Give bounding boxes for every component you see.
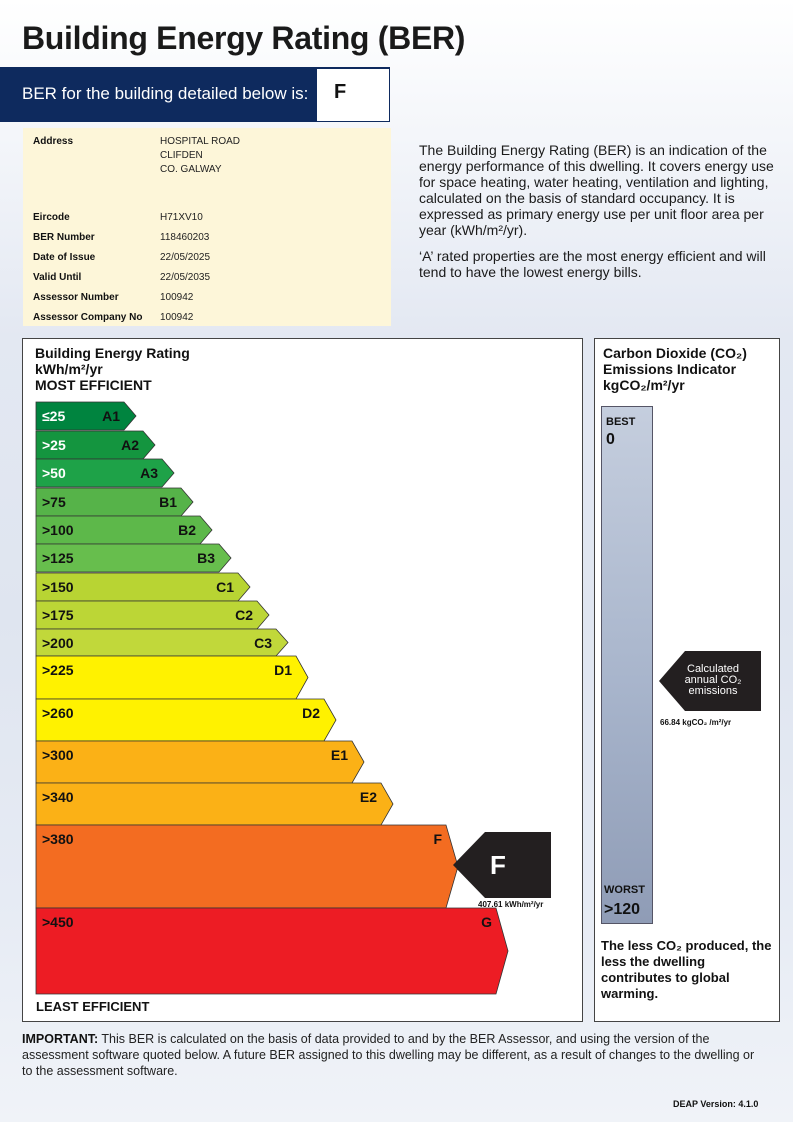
- valid-until-label: Valid Until: [33, 272, 82, 283]
- energy-band-label-g: G: [481, 914, 492, 930]
- important-text: This BER is calculated on the basis of data provided to and by the BER Assessor, and using the version of the assessment software quoted below. A future BER assigned to this dwelling may be different, as a result of changes to the dwelling or to the assessment software.: [22, 1032, 755, 1078]
- energy-band-e1: [36, 741, 364, 783]
- energy-band-label-e1: E1: [330, 747, 348, 763]
- current-rating-value: 407.61 kWh/m²/yr: [478, 900, 544, 909]
- energy-band-label-b3: B3: [197, 550, 215, 566]
- ber-explanation-paragraph-2: ‘A’ rated properties are the most energy efficient and will tend to have the lowest energy bills.: [419, 248, 766, 280]
- co2-indicator-value: 66.84 kgCO₂ /m²/yr: [660, 718, 732, 727]
- energy-band-label-a1: A1: [102, 408, 120, 424]
- energy-band-label-f: F: [433, 831, 442, 847]
- energy-band-label-d1: D1: [274, 662, 292, 678]
- energy-band-g: [36, 908, 508, 994]
- energy-band-range-b1: >75: [42, 494, 66, 510]
- energy-band-range-e1: >300: [42, 747, 74, 763]
- energy-scale-unit: kWh/m²/yr: [35, 361, 103, 377]
- page-title: Building Energy Rating (BER): [22, 20, 466, 56]
- energy-band-label-b2: B2: [178, 522, 196, 538]
- ber-explanation-paragraph-1: The Building Energy Rating (BER) is an indication of the energy performance of this dwelling. It covers energy use for space heating, water heating, ventilation and lighting, calculated on the basis of standard occupancy. It is expressed as primary energy use per unit floor area per year (kWh/m²/yr).: [419, 142, 774, 238]
- energy-band-label-e2: E2: [359, 789, 377, 805]
- assessor-company-value: 100942: [160, 312, 194, 323]
- assessor-company-label: Assessor Company No: [33, 312, 143, 323]
- energy-band-range-f: >380: [42, 831, 74, 847]
- co2-header: [603, 345, 773, 393]
- least-efficient-label: LEAST EFFICIENT: [36, 999, 150, 1014]
- co2-worst-value: >120: [604, 901, 641, 918]
- energy-band-d1: [36, 656, 308, 699]
- co2-unit: kgCO₂/m²/yr: [603, 377, 685, 393]
- energy-band-label-a2: A2: [121, 437, 139, 453]
- ber-number-value: 118460203: [160, 232, 210, 243]
- current-rating-letter: F: [490, 850, 506, 880]
- ber-result-letter: F: [334, 81, 347, 103]
- energy-band-range-e2: >340: [42, 789, 74, 805]
- energy-band-label-d2: D2: [302, 705, 320, 721]
- energy-band-range-a3: >50: [42, 465, 66, 481]
- co2-indicator-label: Calculated annual CO₂ emissions: [684, 663, 742, 697]
- valid-until-value: 22/05/2035: [160, 272, 211, 283]
- ber-result-label: BER for the building detailed below is:: [22, 84, 309, 103]
- energy-band-range-b2: >100: [42, 522, 74, 538]
- energy-band-f: [36, 825, 458, 908]
- energy-band-range-c2: >175: [42, 607, 74, 623]
- eircode-value: H71XV10: [160, 212, 203, 223]
- address-line-3: CO. GALWAY: [160, 164, 222, 175]
- energy-band-label-c1: C1: [216, 579, 234, 595]
- assessor-number-value: 100942: [160, 292, 194, 303]
- address-label: Address: [33, 136, 74, 147]
- energy-scale-title: Building Energy Rating: [35, 345, 190, 361]
- important-notice: [22, 1031, 762, 1079]
- energy-band-c3: [36, 629, 288, 656]
- energy-band-range-b3: >125: [42, 550, 74, 566]
- address-line-1: HOSPITAL ROAD: [160, 136, 241, 147]
- deap-version: DEAP Version: 4.1.0: [673, 1099, 759, 1109]
- co2-best-value: 0: [606, 431, 615, 448]
- energy-band-range-a1: ≤25: [42, 408, 66, 424]
- address-line-2: CLIFDEN: [160, 150, 203, 161]
- assessor-number-label: Assessor Number: [33, 292, 119, 303]
- co2-worst-label: WORST: [604, 884, 645, 896]
- energy-band-label-c3: C3: [254, 635, 272, 651]
- energy-band-range-a2: >25: [42, 437, 66, 453]
- energy-band-label-c2: C2: [235, 607, 253, 623]
- energy-band-d2: [36, 699, 336, 741]
- energy-band-label-a3: A3: [140, 465, 158, 481]
- important-lead: IMPORTANT:: [22, 1032, 99, 1046]
- most-efficient-label: MOST EFFICIENT: [35, 377, 152, 393]
- energy-band-range-c3: >200: [42, 635, 74, 651]
- energy-band-range-d1: >225: [42, 662, 74, 678]
- energy-band-e2: [36, 783, 393, 825]
- energy-band-range-d2: >260: [42, 705, 74, 721]
- energy-band-range-g: >450: [42, 914, 74, 930]
- date-of-issue-label: Date of Issue: [33, 252, 96, 263]
- date-of-issue-value: 22/05/2025: [160, 252, 211, 263]
- co2-title: Carbon Dioxide (CO₂) Emissions Indicator: [603, 345, 747, 377]
- energy-band-label-b1: B1: [159, 494, 177, 510]
- co2-best-label: BEST: [606, 416, 636, 428]
- eircode-label: Eircode: [33, 212, 70, 223]
- co2-scale-bar: [601, 406, 653, 924]
- energy-band-range-c1: >150: [42, 579, 74, 595]
- co2-note: The less CO₂ produced, the less the dwelling contributes to global warming.: [601, 938, 772, 1001]
- ber-number-label: BER Number: [33, 232, 95, 243]
